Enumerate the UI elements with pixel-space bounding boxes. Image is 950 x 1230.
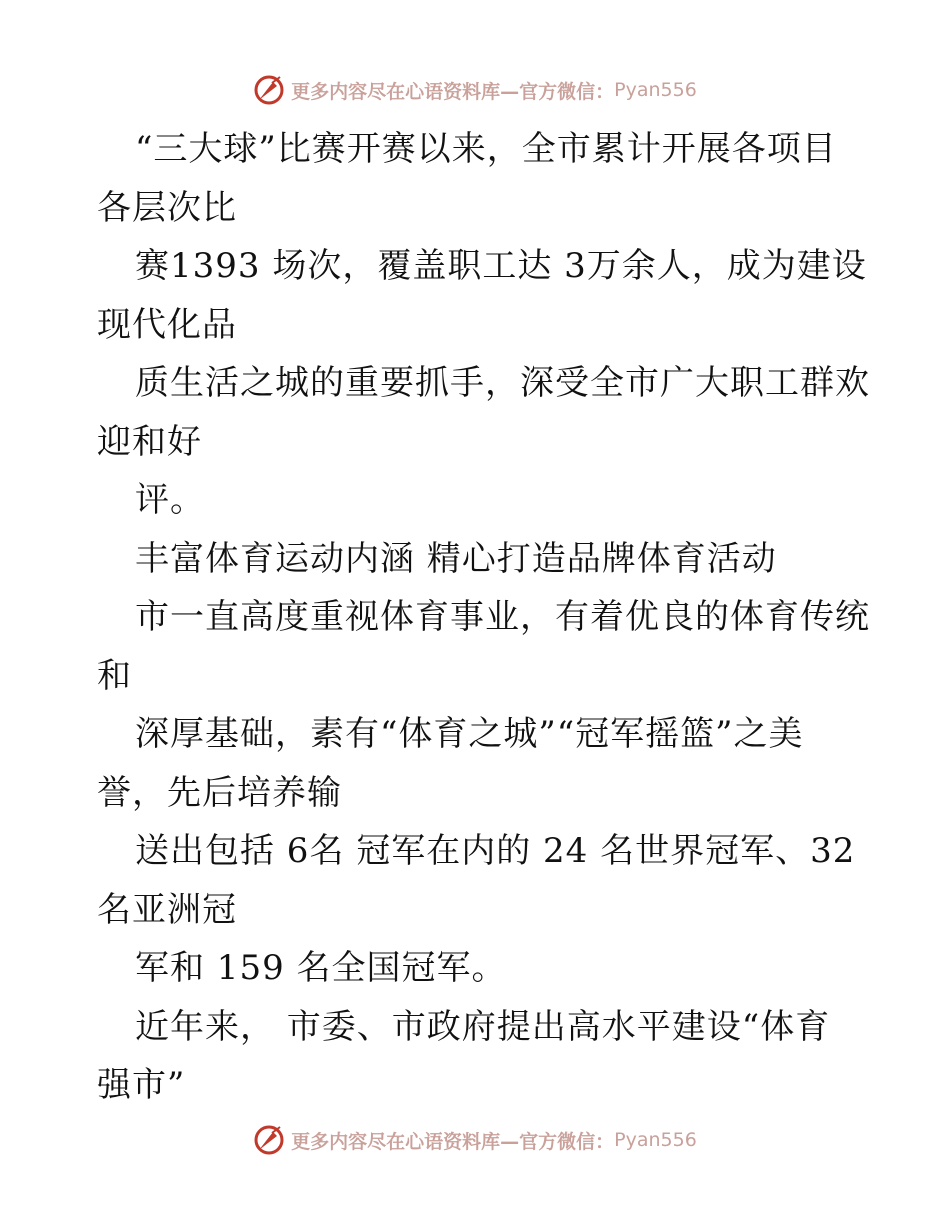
watermark-text: 更多内容尽在心语资料库—官方微信： — [291, 1130, 615, 1153]
text-line-11: 深厚基础，素有“体育之城”“冠军摇篮”之美 — [135, 714, 804, 754]
text-line-14: 名亚洲冠 — [97, 889, 237, 930]
text-line-4: 现代化品 — [97, 304, 237, 345]
quill-logo-icon — [253, 1124, 285, 1156]
text-line-6: 迎和好 — [97, 421, 202, 462]
footer-watermark — [0, 1120, 950, 1160]
section-heading: 丰富体育运动内涵 精心打造品牌体育活动 — [135, 538, 777, 579]
text-line-15: 军和 159 名全国冠军。 — [135, 948, 507, 988]
text-line-9: 市一直高度重视体育事业，有着优良的体育传统 — [135, 597, 870, 637]
watermark-wechat-id: Pyan556 — [614, 1129, 697, 1151]
text-line-13: 送出包括 6名 冠军在内的 24 名世界冠军、32 — [135, 831, 856, 871]
watermark-text: 更多内容尽在心语资料库—官方微信： — [291, 80, 615, 103]
text-line-10: 和 — [97, 655, 132, 696]
text-line-7: 评。 — [135, 480, 205, 520]
text-line-12: 誉，先后培养输 — [97, 772, 342, 813]
header-watermark — [0, 70, 950, 110]
text-line-16: 近年来， 市委、市政府提出高水平建设“体育 — [135, 1006, 831, 1047]
text-line-1: “三大球”比赛开赛以来，全市累计开展各项目 — [135, 129, 837, 169]
text-line-5: 质生活之城的重要抓手，深受全市广大职工群欢 — [135, 363, 870, 403]
text-line-3: 赛1393 场次，覆盖职工达 3万余人，成为建设 — [135, 246, 867, 286]
watermark-wechat-id: Pyan556 — [614, 79, 697, 101]
text-line-17: 强市” — [97, 1065, 186, 1105]
document-body — [97, 120, 870, 1115]
text-line-2: 各层次比 — [97, 187, 237, 228]
quill-logo-icon — [253, 74, 285, 106]
